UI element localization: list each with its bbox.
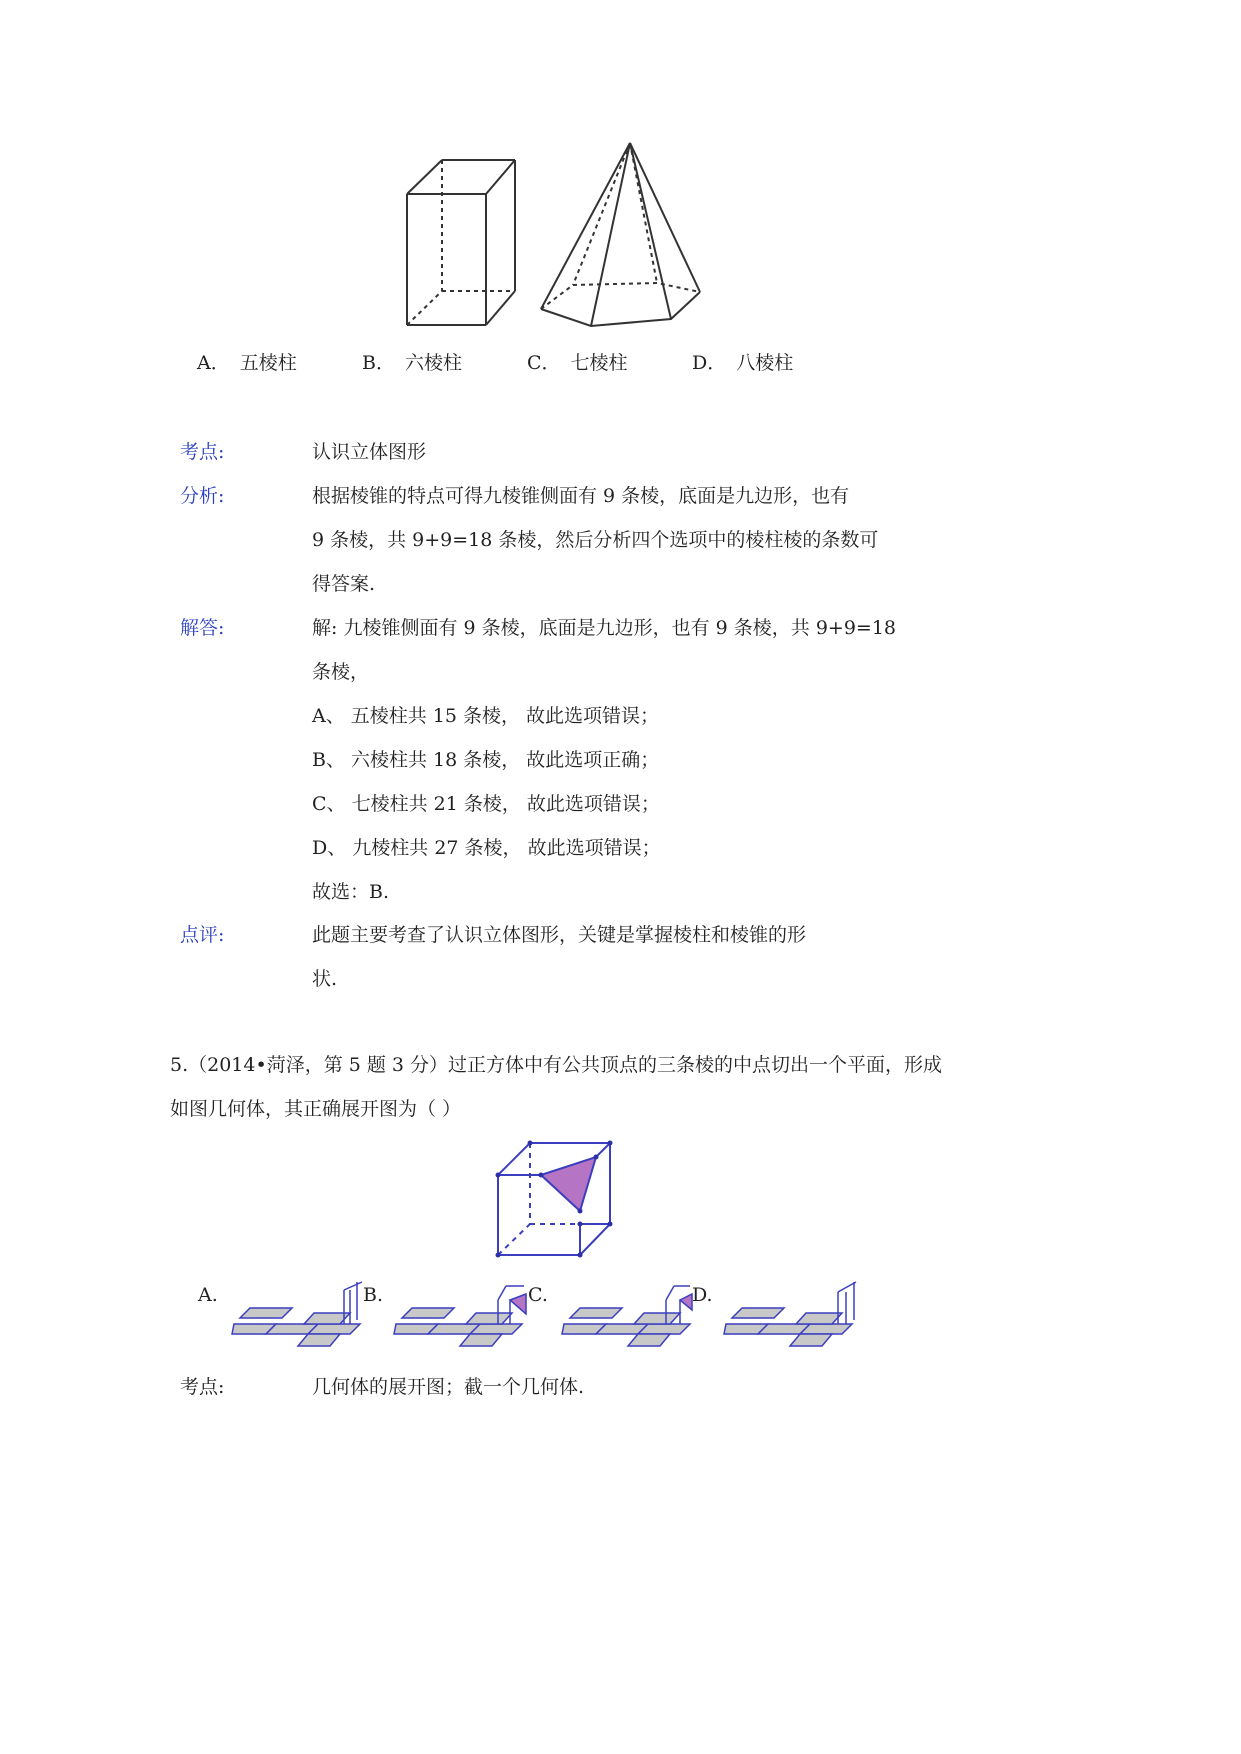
q5-option-d-letter: D. (692, 1284, 713, 1306)
jieda-line: A、 五棱柱共 15 条棱， 故此选项错误； (312, 705, 660, 727)
q5-kaodian-text: 几何体的展开图；截一个几何体. (312, 1376, 585, 1398)
q5-kaodian-label: 考点: (180, 1376, 225, 1398)
kaodian-label: 考点: (180, 441, 225, 463)
fenxi-label: 分析: (180, 485, 225, 507)
option-d-letter: D． (692, 352, 727, 374)
jieda-line: B、 六棱柱共 18 条棱， 故此选项正确； (312, 749, 660, 771)
net-option-b (394, 1280, 526, 1352)
dianping-label: 点评: (180, 924, 225, 946)
jieda-line: 条棱， (312, 661, 370, 683)
fenxi-line: 根据棱锥的特点可得九棱锥侧面有 9 条棱，底面是九边形，也有 (312, 485, 850, 507)
option-a-letter: A． (197, 352, 230, 374)
jieda-line: 故选：B. (312, 881, 390, 903)
q5-stem-line: 5.（2014•菏泽，第 5 题 3 分）过正方体中有公共顶点的三条棱的中点切出一个平面，形成 (170, 1054, 943, 1076)
jieda-line: C、 七棱柱共 21 条棱， 故此选项错误； (312, 793, 660, 815)
jieda-label: 解答: (180, 617, 225, 639)
kaodian-text: 认识立体图形 (312, 441, 427, 463)
option-d-text: 八棱柱 (736, 352, 794, 374)
fenxi-line: 9 条棱，共 9+9=18 条棱，然后分析四个选项中的棱柱棱的条数可 (312, 529, 879, 551)
net-option-a (232, 1280, 364, 1352)
option-a-text: 五棱柱 (239, 352, 297, 374)
net-option-c (562, 1280, 694, 1352)
option-b-text: 六棱柱 (404, 352, 462, 374)
dianping-line: 状. (312, 968, 338, 990)
q5-option-c-letter: C. (528, 1284, 548, 1306)
option-c-text: 七棱柱 (570, 352, 628, 374)
jieda-line: D、 九棱柱共 27 条棱， 故此选项错误； (312, 837, 661, 859)
q5-stem-line: 如图几何体，其正确展开图为（ ） (170, 1098, 462, 1120)
fenxi-line: 得答案. (312, 573, 376, 595)
q5-option-a-letter: A. (198, 1284, 218, 1306)
net-option-d (724, 1280, 858, 1352)
q5-option-b-letter: B. (363, 1284, 384, 1306)
option-c-letter: C． (527, 352, 561, 374)
jieda-line: 解: 九棱锥侧面有 9 条棱，底面是九边形，也有 9 条棱，共 9+9=18 (312, 617, 897, 639)
option-b-letter: B． (362, 352, 395, 374)
dianping-line: 此题主要考查了认识立体图形，关键是掌握棱柱和棱锥的形 (312, 924, 807, 946)
